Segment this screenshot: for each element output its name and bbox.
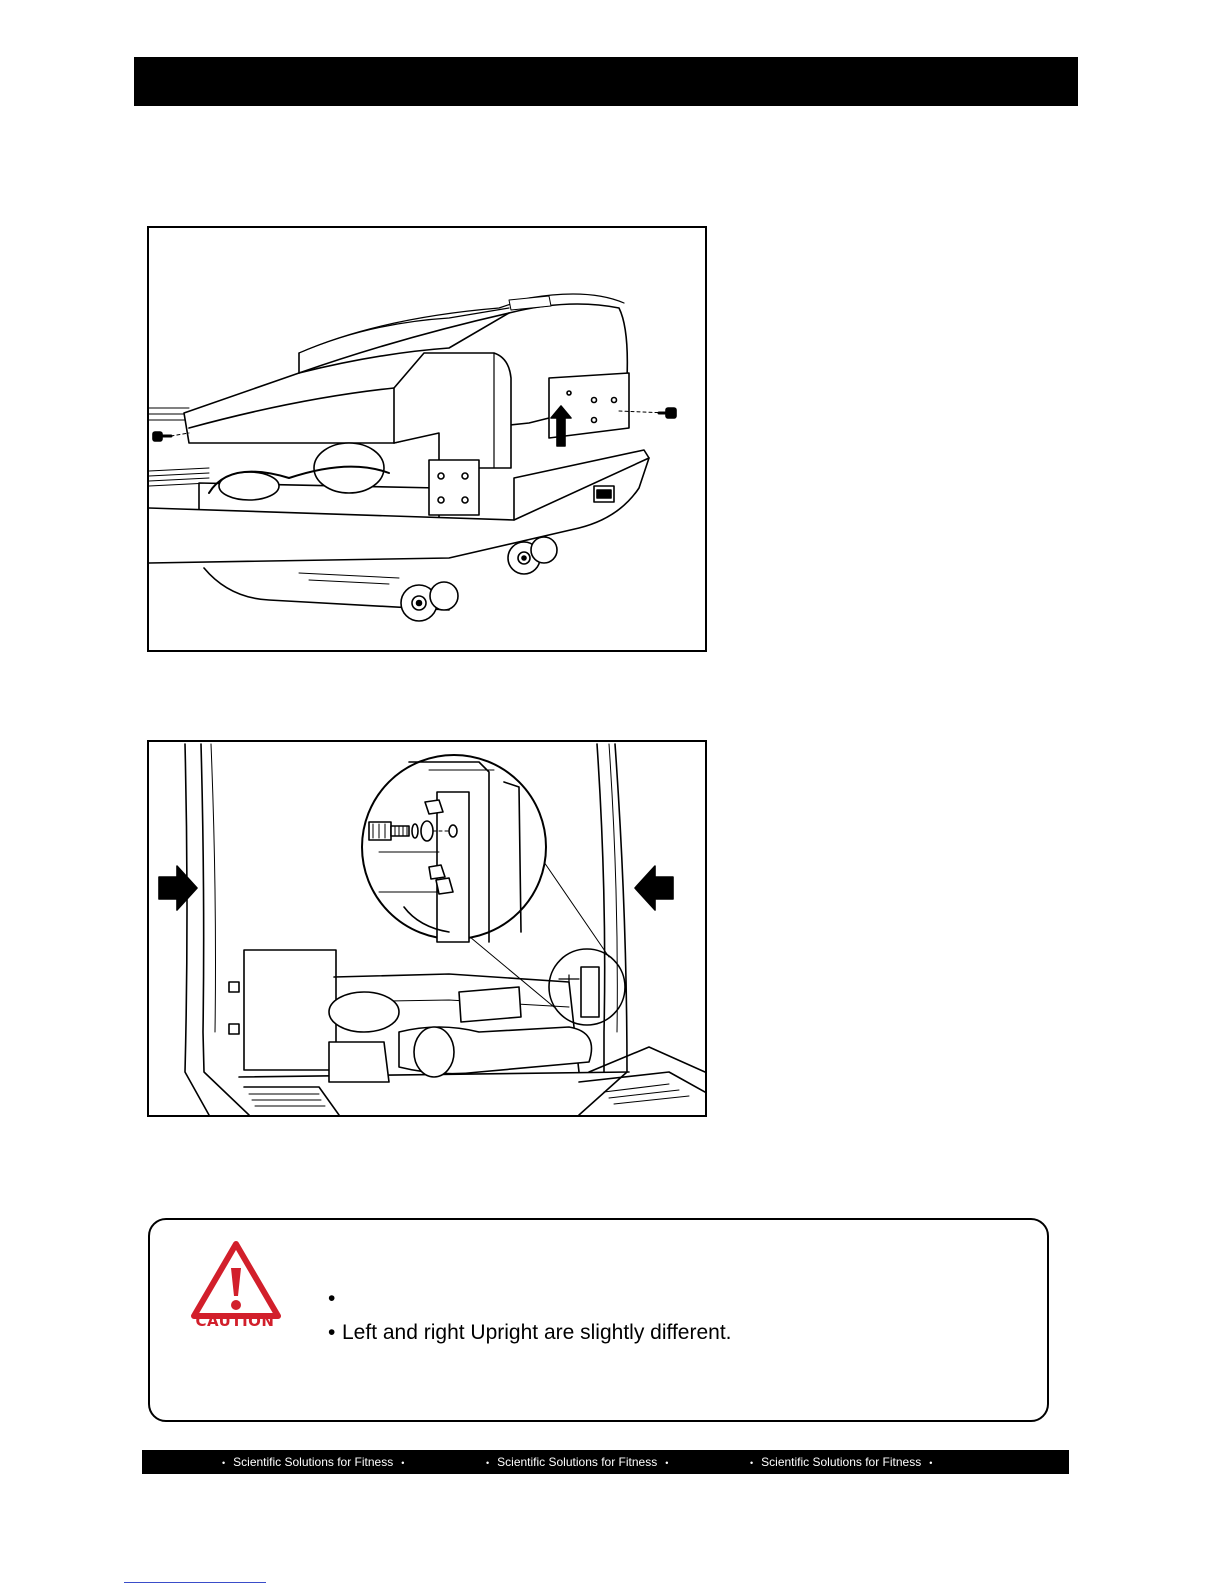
caution-label: CAUTION xyxy=(195,1312,275,1330)
push-arrow-icon xyxy=(159,866,197,910)
caution-bullet: • Left and right Upright are slightly different. xyxy=(328,1321,732,1344)
bottom-divider xyxy=(124,1582,266,1583)
footer-item: • Scientific Solutions for Fitness • xyxy=(222,1455,405,1469)
header-bar xyxy=(134,57,1078,106)
upright-assembly-illustration xyxy=(149,742,705,1115)
footer-item: • Scientific Solutions for Fitness • xyxy=(486,1455,669,1469)
figure-motor-cover xyxy=(147,226,707,652)
figure-upright-assembly xyxy=(147,740,707,1117)
motor-cover-illustration xyxy=(149,228,705,650)
push-arrow-icon xyxy=(635,866,673,910)
caution-box xyxy=(148,1218,1049,1422)
footer-bar xyxy=(142,1450,1069,1474)
caution-bullet: • xyxy=(328,1287,336,1310)
footer-item: • Scientific Solutions for Fitness • xyxy=(750,1455,933,1469)
caution-bullets xyxy=(328,1282,732,1350)
